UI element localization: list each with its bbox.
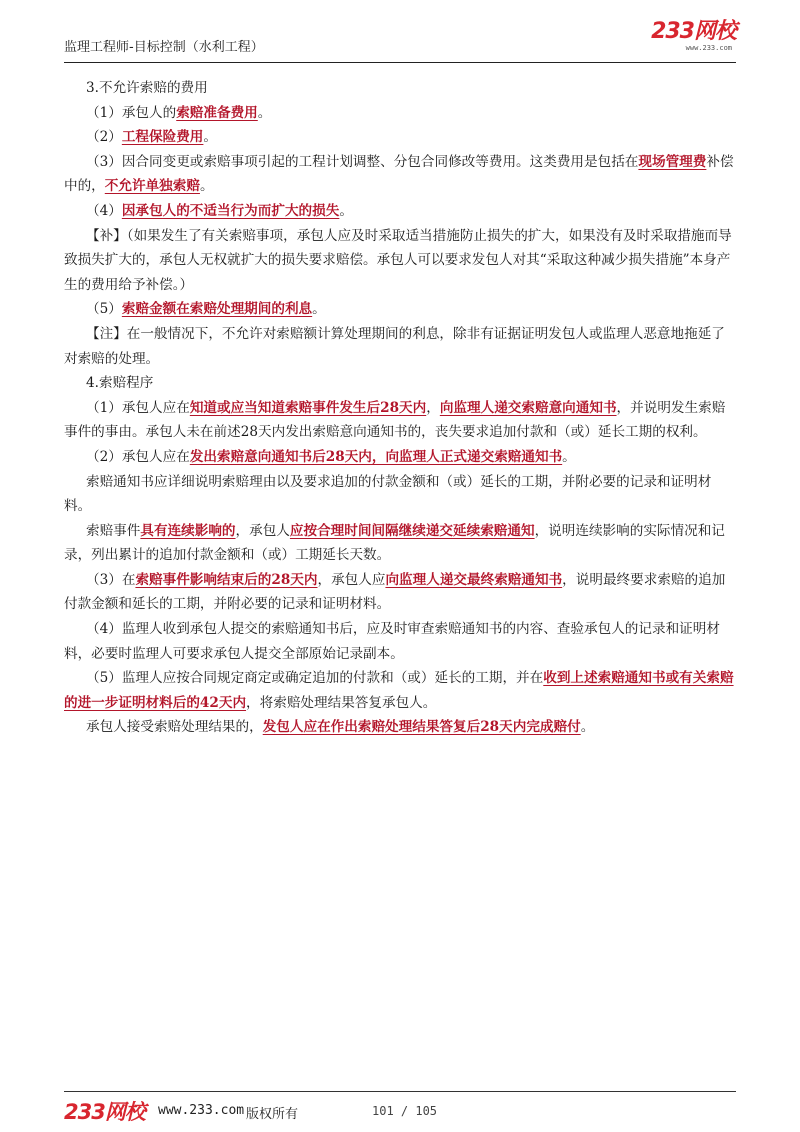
paragraph [64,666,738,715]
paragraph [86,101,738,126]
paragraph [86,125,738,150]
logo-url: www.233.com [685,44,732,52]
paragraph [86,715,738,740]
text: 补偿中的， [64,153,734,195]
highlight: 发出索赔意向通知书后28天内，向监理人正式递交索赔通知书 [189,448,563,465]
text: （3）因合同变更或索赔事项引起的工程计划调整、分包合同修改等费用。这类费用是包括在 [86,153,639,170]
logo-text: 233网校 [651,19,736,44]
highlight: 工程保险费用 [121,129,204,146]
text: ，承包人应 [317,571,386,588]
text: （2）承包人应在 [86,448,190,465]
highlight: 应按合理时间间隔继续递交延续索赔通知 [289,522,535,539]
text: 。 [203,129,217,146]
text: 。 [199,178,214,195]
footer-divider [64,1091,736,1092]
highlight: 知道或应当知道索赔事件发生后28天内 [189,399,427,416]
text: （1）承包人的 [86,104,177,121]
text: （3）在 [86,571,136,588]
page-header [64,20,736,60]
text: （5）监理人应按合同规定商定或确定追加的付款和（或）延长的工期，并在 [86,670,544,687]
text: 。 [312,301,326,318]
paragraph [86,297,738,322]
page-number: 101 / 105 [372,1104,438,1118]
footer-copyright: 版权所有 [246,1107,299,1122]
text: 。 [339,202,353,219]
paragraph [64,568,738,617]
text: 承包人接受索赔处理结果的， [86,719,263,736]
highlight: 因承包人的不适当行为而扩大的损失 [121,202,340,219]
paragraph [64,150,738,199]
note-paragraph: 【注】在一般情况下，不允许对索赔额计算处理期间的利息，除非有证据证明发包人或监理人恶意地拖延了对索赔的处理。 [64,325,725,367]
section-title: 3.不允许索赔的费用 [86,80,208,96]
paragraph [86,445,738,470]
highlight: 具有连续影响的 [140,522,236,539]
text: ，并说明发生索赔事件的事由。承包人未在前述28天内发出索赔意向通知书的，丧失要求追加付款和（或）延长工期的权利。 [64,399,726,441]
text: 索赔事件 [86,522,141,539]
paragraph [64,396,738,445]
highlight: 发包人应在作出索赔处理结果答复后28天内完成赔付 [262,719,581,736]
text: ，说明连续影响的实际情况和记录，列出累计的追加付款金额和（或）工期延长天数。 [64,522,725,564]
highlight: 向监理人递交索赔意向通知书 [439,399,617,416]
text: （2） [86,129,122,146]
brand-logo [651,20,736,52]
header-title: 监理工程师-目标控制（水利工程） [64,40,264,55]
highlight: 不允许单独索赔 [104,178,200,195]
paragraph: 索赔通知书应详细说明索赔理由以及要求追加的付款金额和（或）延长的工期，并附必要的记录和证明材料。 [64,473,712,515]
text: （5） [86,301,122,318]
text: 。 [580,719,595,736]
footer-site: www.233.com [158,1103,245,1118]
document-body [64,76,738,740]
supplement-paragraph: 【补】（如果发生了有关索赔事项，承包人应及时采取适当措施防止损失的扩大，如果没有及时采取措施而导致损失扩大的，承包人无权就扩大的损失要求赔偿。承包人可以要求发包人对其“采取这种减少损失措施”本身产生的费用给予补偿。） [64,227,732,293]
paragraph [86,199,738,224]
paragraph [64,519,738,568]
text: 。 [257,104,272,121]
highlight: 向监理人递交最终索赔通知书 [385,571,563,588]
highlight: 索赔准备费用 [176,104,258,121]
footer-logo: 233网校 [64,1100,145,1124]
highlight: 收到上述索赔通知书或有关索赔的进一步证明材料后的42天内 [64,670,734,711]
section-title: 4.索赔程序 [86,375,154,392]
text: ，将索赔处理结果答复承包人。 [246,694,437,711]
text: （4） [86,202,122,219]
header-divider [64,62,736,63]
text: ，承包人 [235,522,290,539]
paragraph: （4）监理人收到承包人提交的索赔通知书后，应及时审查索赔通知书的内容、查验承包人的记录和证明材料，必要时监理人可要求承包人提交全部原始记录副本。 [64,621,720,662]
highlight: 现场管理费 [638,153,707,170]
highlight: 索赔金额在索赔处理期间的利息 [121,301,313,318]
text: 。 [562,448,576,465]
text: ，说明最终要求索赔的追加付款金额和延长的工期，并附必要的记录和证明材料。 [64,571,726,613]
highlight: 索赔事件影响结束后的28天内 [135,571,318,588]
text: ， [426,399,440,416]
text: （1）承包人应在 [86,399,190,416]
